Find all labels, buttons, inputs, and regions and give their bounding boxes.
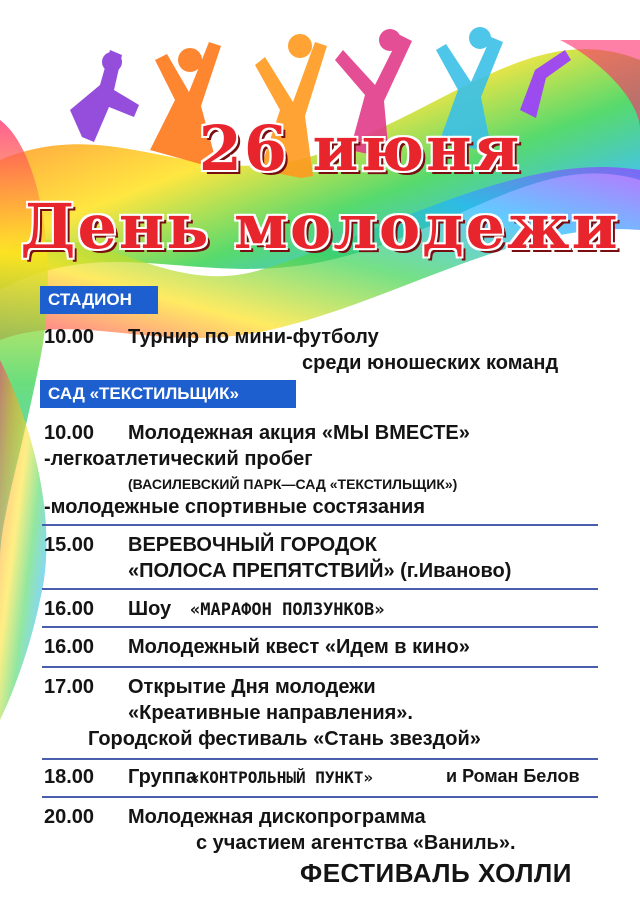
schedule-line: (ВАСИЛЕВСКИЙ ПАРК—САД «ТЕКСТИЛЬЩИК») — [128, 476, 458, 492]
schedule-line: Молодежная дископрограмма — [128, 806, 426, 828]
schedule-line: с участием агентства «Ваниль». — [196, 832, 516, 854]
divider — [42, 758, 598, 760]
schedule-line: Турнир по мини-футболу — [128, 326, 379, 348]
schedule-line: Городской фестиваль «Стань звездой» — [88, 728, 481, 750]
venue-label-stadium: СТАДИОН — [40, 286, 158, 314]
schedule-line: Открытие Дня молодежи — [128, 676, 376, 698]
schedule-line: среди юношеских команд — [302, 352, 559, 374]
holi-festival-title: ФЕСТИВАЛЬ ХОЛЛИ — [300, 858, 572, 888]
schedule-line: «КОНТРОЛЬНЫЙ ПУНКТ» — [190, 768, 374, 787]
divider — [42, 666, 598, 668]
schedule-time: 10.00 — [44, 326, 95, 348]
schedule-line: ВЕРЕВОЧНЫЙ ГОРОДОК — [128, 534, 377, 556]
schedule-line: и Роман Белов — [446, 766, 580, 786]
divider — [42, 796, 598, 798]
event-date-heading: 26 июня — [198, 112, 522, 185]
event-name-heading: День молодежи — [20, 190, 620, 263]
schedule-time: 16.00 — [44, 636, 95, 658]
divider — [42, 626, 598, 628]
schedule-line: -легкоатлетический пробег — [44, 448, 313, 470]
schedule-time: 20.00 — [44, 806, 95, 828]
schedule-time: 10.00 — [44, 422, 95, 444]
venue-label-garden: САД «ТЕКСТИЛЬЩИК» — [40, 380, 296, 408]
schedule-line: Шоу — [128, 598, 172, 620]
schedule-time: 16.00 — [44, 598, 95, 620]
schedule-line: Молодежная акция «МЫ ВМЕСТЕ» — [128, 422, 470, 444]
divider — [42, 524, 598, 526]
schedule-time: 17.00 — [44, 676, 95, 698]
divider — [42, 588, 598, 590]
schedule-time: 18.00 — [44, 766, 95, 788]
schedule-line: Группа — [128, 766, 197, 788]
schedule-line: «ПОЛОСА ПРЕПЯТСТВИЙ» (г.Иваново) — [128, 560, 512, 582]
schedule-line: «Креативные направления». — [128, 702, 413, 724]
schedule-line: «МАРАФОН ПОЛЗУНКОВ» — [190, 600, 385, 620]
schedule-line: -молодежные спортивные состязания — [44, 496, 425, 518]
schedule-time: 15.00 — [44, 534, 95, 556]
schedule-line: Молодежный квест «Идем в кино» — [128, 636, 470, 658]
